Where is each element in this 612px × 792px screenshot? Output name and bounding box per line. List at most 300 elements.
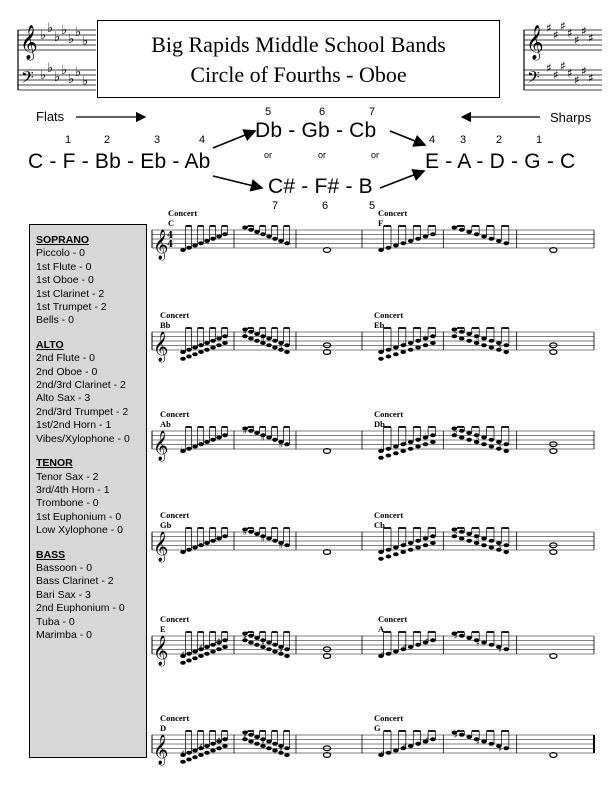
accidental-icon: ♭ (380, 444, 385, 454)
note-head (466, 332, 472, 336)
instrument-item: Low Xylophone - 0 (36, 524, 123, 537)
right-number: 1 (535, 134, 543, 146)
bass-clef-icon: 𝄢 (527, 67, 540, 91)
note-head (430, 737, 436, 741)
accidental-icon: ♭ (380, 545, 385, 555)
instrument-item: Alto Sax - 3 (36, 392, 91, 405)
instrument-item: Bassoon - 0 (36, 561, 93, 574)
note-head (222, 232, 228, 236)
accidental-icon: ♭ (217, 332, 221, 342)
note-head (272, 237, 278, 241)
note-head (408, 548, 414, 552)
section-heading: BASS (36, 548, 66, 561)
accidental-icon: ♯ (243, 730, 247, 740)
note-head (248, 641, 254, 645)
note-head (192, 650, 198, 654)
note-head (222, 744, 228, 748)
instrument-item: 2nd Euphonium - 0 (36, 602, 125, 615)
note-head (408, 341, 414, 345)
note-head (489, 742, 495, 746)
accidental-icon: ♭ (279, 341, 283, 351)
note-head (459, 228, 465, 232)
note-head (393, 451, 399, 455)
upper-number: 5 (264, 106, 272, 118)
note-head (466, 339, 472, 343)
note-head (210, 643, 216, 647)
note-head (192, 755, 198, 759)
note-head (481, 343, 487, 347)
svg-text:♭: ♭ (47, 22, 54, 36)
accidental-icon: ♯ (453, 631, 458, 641)
instrument-item: Marimba - 0 (36, 628, 93, 641)
note-head (423, 343, 429, 347)
scale-label: Concert A (378, 614, 408, 634)
note-head (466, 539, 472, 543)
note-head (180, 248, 186, 252)
left-number: 4 (198, 134, 206, 146)
note-head (204, 751, 210, 755)
accidental-icon: ♯ (476, 638, 480, 648)
accidental-icon: ♯ (380, 649, 385, 659)
note-head (378, 456, 384, 460)
accidental-icon: ♭ (261, 334, 265, 344)
accidental-icon: ♭ (498, 541, 503, 551)
note-head (266, 746, 272, 750)
instrument-item: 1st/2nd Horn - 1 (36, 419, 112, 432)
upper-number: 6 (318, 106, 326, 118)
accidental-icon: ♯ (217, 636, 221, 646)
instrument-item: Bass Clarinet - 2 (36, 575, 114, 588)
note-head (386, 348, 392, 352)
or-label: or (318, 150, 327, 160)
note-head (415, 546, 421, 550)
note-head (503, 449, 509, 453)
accidental-icon: ♯ (380, 748, 385, 758)
note-head (216, 647, 222, 651)
accidental-icon: ♯ (402, 643, 407, 652)
svg-text:♭: ♭ (40, 68, 47, 83)
svg-text:♭: ♭ (61, 63, 68, 78)
accidental-icon: ♭ (199, 339, 203, 348)
instrument-item: Tuba - 0 (36, 615, 75, 628)
note-head (266, 641, 272, 645)
note-head (272, 742, 278, 746)
accidental-icon: ♭ (476, 433, 480, 443)
note-head (284, 753, 290, 757)
note-head (415, 346, 421, 350)
sharps-sequence: E - A - D - G - C (425, 150, 576, 173)
instrument-item: Piccolo - 0 (36, 247, 86, 260)
note-head (260, 232, 266, 236)
note-head (481, 235, 487, 239)
svg-text:♭: ♭ (75, 25, 82, 40)
scale-label: Concert D (160, 713, 190, 733)
scale-label: Concert Cb (374, 510, 404, 530)
bass-section (36, 549, 146, 643)
note-head (186, 246, 192, 250)
note-head (248, 740, 254, 744)
lower-number: 6 (321, 200, 329, 212)
scale-label: Concert Ab (160, 409, 190, 429)
note-head (204, 652, 210, 656)
note-head (503, 241, 509, 245)
note-head (198, 350, 204, 354)
note-head (430, 341, 436, 345)
note-head (186, 751, 192, 755)
svg-text:♯: ♯ (546, 61, 552, 75)
note-head (415, 438, 421, 442)
note-head (489, 339, 495, 343)
note-head (481, 641, 487, 645)
note-head (459, 337, 465, 341)
accidental-icon: ♯ (181, 649, 185, 659)
scale-label: Concert Eb (374, 310, 404, 330)
time-signature: 4 (167, 240, 174, 250)
scale-label: Concert F (378, 208, 408, 228)
note-head (474, 232, 480, 236)
note-head (415, 742, 421, 746)
music-staff (150, 518, 596, 574)
note-head (430, 440, 436, 444)
section-heading: ALTO (36, 338, 64, 351)
note-head (489, 539, 495, 543)
note-head (393, 445, 399, 449)
lower-number: 7 (271, 200, 279, 212)
note-head (386, 751, 392, 755)
note-head (284, 543, 290, 547)
note-head (210, 346, 216, 350)
note-head (204, 744, 210, 748)
accidental-icon: ♭ (217, 431, 221, 441)
note-head (210, 237, 216, 241)
treble-clef-icon: 𝄞 (153, 636, 169, 666)
note-head (266, 647, 272, 651)
accidental-icon: ♯ (476, 737, 480, 747)
soprano-section (36, 234, 146, 328)
accidental-icon: ♯ (217, 735, 221, 745)
note-head (222, 638, 228, 642)
or-label: or (371, 150, 380, 160)
note-head (386, 246, 392, 250)
note-head (400, 241, 406, 245)
note-head (393, 650, 399, 654)
note-head (415, 339, 421, 343)
svg-text:♭: ♭ (75, 65, 82, 80)
svg-text:♯: ♯ (553, 28, 559, 42)
right-number: 4 (428, 134, 436, 146)
accidental-icon: ♯ (402, 742, 407, 751)
note-head (272, 346, 278, 350)
note-head (386, 447, 392, 451)
lower-left-arrow-icon (213, 176, 262, 188)
note-head (408, 239, 414, 243)
upper-right-arrow-icon (390, 131, 425, 145)
note-head (393, 552, 399, 556)
treble-clef-icon: 𝄞 (153, 735, 169, 765)
svg-text:♯: ♯ (560, 22, 566, 33)
instrument-item: 2nd/3rd Clarinet - 2 (36, 379, 126, 392)
tenor-section (36, 457, 146, 537)
svg-text:♯: ♯ (567, 26, 573, 40)
accidental-icon: ♯ (261, 638, 265, 648)
instrument-item: 1st Trumpet - 2 (36, 301, 107, 314)
note-head (503, 442, 509, 446)
note-head (393, 244, 399, 248)
section-heading: SOPRANO (36, 234, 90, 246)
alto-section (36, 339, 146, 446)
accidental-icon: ♭ (498, 440, 503, 450)
left-number: 1 (64, 134, 72, 146)
accidental-icon: ♭ (261, 534, 265, 544)
note-head (180, 661, 186, 665)
note-head (248, 429, 254, 433)
treble-clef-icon: 𝄞 (153, 431, 169, 461)
svg-text:♭: ♭ (68, 72, 75, 87)
note-head (430, 433, 436, 437)
note-head (192, 546, 198, 550)
note-head (248, 634, 254, 638)
note-head (254, 532, 260, 536)
whole-note (550, 248, 557, 253)
sharps-label: Sharps (550, 110, 592, 125)
note-head (481, 543, 487, 547)
svg-text:♭: ♭ (47, 61, 54, 76)
note-head (186, 758, 192, 762)
whole-note (323, 753, 330, 758)
left-number: 2 (103, 134, 111, 146)
note-head (386, 454, 392, 458)
note-head (408, 348, 414, 352)
note-head (284, 343, 290, 347)
whole-note (323, 449, 330, 454)
svg-text:♯: ♯ (588, 31, 594, 45)
note-head (266, 740, 272, 744)
note-head (430, 232, 436, 236)
note-head (186, 447, 192, 451)
accidental-icon: ♭ (243, 527, 247, 537)
note-head (222, 433, 228, 437)
note-head (459, 429, 465, 433)
note-head (459, 537, 465, 541)
svg-text:♭: ♭ (54, 30, 61, 45)
note-head (266, 436, 272, 440)
whole-note (550, 654, 557, 659)
note-head (481, 740, 487, 744)
note-head (415, 539, 421, 543)
note-head (408, 744, 414, 748)
note-head (423, 442, 429, 446)
note-head (489, 546, 495, 550)
music-staff (150, 622, 596, 678)
note-head (481, 537, 487, 541)
accidental-icon: ♭ (243, 426, 247, 436)
note-head (466, 230, 472, 234)
note-head (481, 337, 487, 341)
accidental-icon: ♭ (424, 332, 429, 342)
svg-text:♯: ♯ (588, 71, 594, 85)
note-head (222, 737, 228, 741)
note-head (266, 337, 272, 341)
note-head (266, 235, 272, 239)
note-head (466, 438, 472, 442)
upper-number: 7 (368, 106, 376, 118)
svg-text:♭: ♭ (61, 23, 68, 38)
scale-label: Concert Db (374, 409, 404, 429)
note-head (248, 337, 254, 341)
note-head (192, 244, 198, 248)
note-head (481, 436, 487, 440)
note-head (254, 431, 260, 435)
accidental-icon: ♭ (279, 541, 283, 551)
accidental-icon: ♭ (402, 339, 407, 348)
note-head (198, 654, 204, 658)
whole-note (550, 449, 557, 454)
note-head (254, 332, 260, 336)
note-head (186, 659, 192, 663)
note-head (272, 438, 278, 442)
note-head (204, 239, 210, 243)
note-head (503, 350, 509, 354)
accidental-icon: ♭ (261, 433, 265, 443)
note-head (204, 541, 210, 545)
flats-sequence: C - F - Bb - Eb - Ab (28, 150, 211, 173)
instrument-sidebar (29, 224, 147, 758)
music-staff (150, 417, 596, 473)
svg-text:♭: ♭ (68, 32, 75, 47)
accidental-icon: ♭ (279, 440, 283, 450)
note-head (222, 645, 228, 649)
whole-note (550, 753, 557, 758)
accidental-icon: ♭ (453, 327, 458, 337)
note-head (254, 636, 260, 640)
svg-text:♭: ♭ (40, 28, 47, 43)
whole-note (550, 350, 557, 355)
note-head (489, 346, 495, 350)
page-subtitle: Circle of Fourths - Oboe (190, 62, 407, 87)
lower-sharp-sequence: C# - F# - B (268, 175, 373, 198)
instrument-item: Vibes/Xylophone - 0 (36, 432, 130, 445)
note-head (272, 539, 278, 543)
accidental-icon: ♯ (453, 730, 458, 740)
svg-text:♯: ♯ (546, 22, 552, 35)
instrument-item: 2nd Oboe - 0 (36, 365, 98, 378)
note-head (272, 643, 278, 647)
note-head (272, 650, 278, 654)
svg-text:♯: ♯ (581, 24, 587, 38)
instrument-item: Tenor Sax - 2 (36, 470, 99, 483)
note-head (386, 355, 392, 359)
treble-clef-icon: 𝄞 (153, 230, 169, 260)
note-head (248, 330, 254, 334)
note-head (386, 555, 392, 559)
note-head (393, 346, 399, 350)
treble-clef-icon: 𝄞 (153, 332, 169, 362)
right-number: 3 (459, 134, 467, 146)
note-head (415, 445, 421, 449)
accidental-icon: ♯ (261, 737, 265, 747)
note-head (180, 357, 186, 361)
whole-note (550, 550, 557, 555)
note-head (415, 643, 421, 647)
accidental-icon: ♭ (181, 444, 185, 454)
note-head (481, 442, 487, 446)
accidental-icon: ♯ (243, 631, 247, 641)
note-head (272, 749, 278, 753)
note-head (186, 355, 192, 359)
note-head (430, 638, 436, 642)
whole-note (323, 550, 330, 555)
scale-label: Concert E (160, 614, 190, 634)
svg-text:♯: ♯ (581, 64, 587, 78)
note-head (210, 650, 216, 654)
flats-label: Flats (36, 109, 65, 124)
page-title: Big Rapids Middle School Bands (151, 32, 446, 57)
note-head (378, 357, 384, 361)
accidental-icon: ♭ (402, 539, 407, 548)
note-head (204, 440, 210, 444)
note-head (180, 760, 186, 764)
note-head (192, 352, 198, 356)
accidental-icon: ♭ (453, 527, 458, 537)
accidental-icon: ♭ (199, 539, 203, 548)
note-head (393, 352, 399, 356)
scale-label: Concert G (374, 713, 404, 733)
accidental-icon: ♭ (498, 341, 503, 351)
instrument-item: Trombone - 0 (36, 497, 99, 510)
accidental-icon: ♭ (476, 534, 480, 544)
or-label: or (264, 150, 273, 160)
note-head (415, 237, 421, 241)
note-head (192, 445, 198, 449)
note-head (489, 438, 495, 442)
accidental-icon: ♭ (217, 532, 221, 542)
note-head (459, 436, 465, 440)
note-head (192, 346, 198, 350)
note-head (430, 334, 436, 338)
note-head (210, 742, 216, 746)
svg-text:♭: ♭ (54, 70, 61, 85)
lower-right-arrow-icon (380, 171, 424, 188)
svg-text:♯: ♯ (574, 73, 580, 87)
svg-text:♯: ♯ (574, 33, 580, 47)
treble-clef-icon: 𝄞 (20, 25, 38, 60)
svg-text:♯: ♯ (567, 66, 573, 80)
note-head (503, 647, 509, 651)
note-head (192, 749, 198, 753)
scale-label: Concert Bb (160, 310, 190, 330)
note-head (386, 548, 392, 552)
note-head (489, 643, 495, 647)
note-head (459, 634, 465, 638)
note-head (430, 541, 436, 545)
instrument-item: 3rd/4th Horn - 1 (36, 483, 110, 496)
accidental-icon: ♭ (424, 532, 429, 542)
note-head (266, 537, 272, 541)
note-head (254, 643, 260, 647)
note-head (459, 530, 465, 534)
lower-number: 5 (368, 200, 376, 212)
note-head (204, 645, 210, 649)
right-number: 2 (495, 134, 503, 146)
whole-note (323, 654, 330, 659)
music-staff (150, 318, 596, 374)
left-number: 3 (153, 134, 161, 146)
instrument-item: 2nd/3rd Trumpet - 2 (36, 405, 129, 418)
treble-clef-icon: 𝄞 (153, 532, 169, 562)
note-head (423, 235, 429, 239)
note-head (210, 438, 216, 442)
note-head (266, 343, 272, 347)
